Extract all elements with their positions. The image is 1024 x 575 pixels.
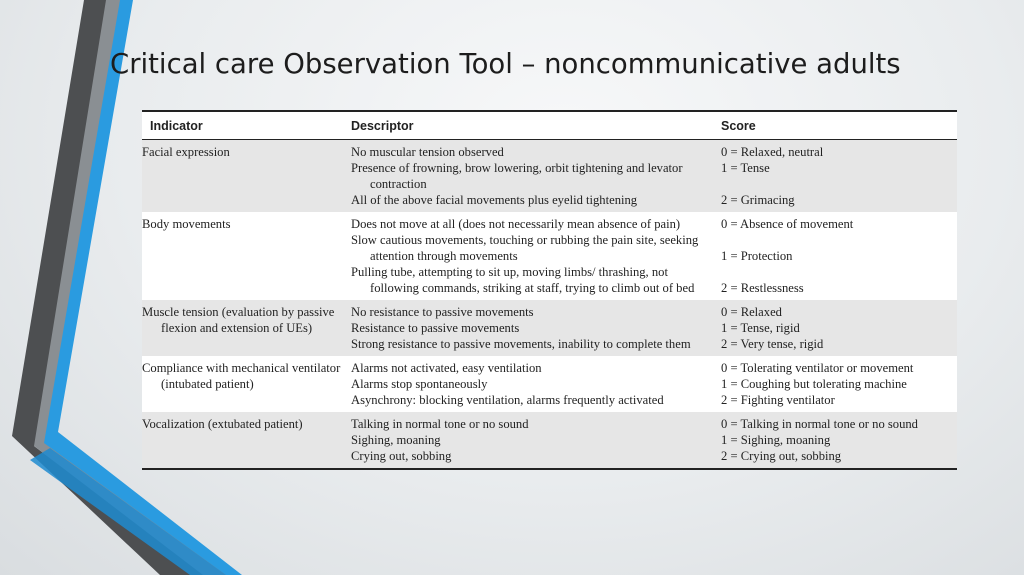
score-line: 0 = Absence of movement [721,217,854,231]
indicator-cell: Body movements [142,217,231,231]
descriptor-line: Slow cautious movements, touching or rubbing the pain site, seeking attention through movements [351,233,699,263]
score-line: 2 = Very tense, rigid [721,337,824,351]
descriptor-line: Alarms not activated, easy ventilation [351,361,542,375]
descriptor-line: Does not move at all (does not necessarily mean absence of pain) [351,217,681,231]
descriptor-cell [343,356,713,412]
score-line: 2 = Crying out, sobbing [721,449,842,463]
score-spacer [721,264,957,280]
observation-table [142,110,957,470]
descriptor-cell [343,140,713,212]
descriptor-line: Asynchrony: blocking ventilation, alarms frequently activated [351,393,664,407]
slide-title: Critical care Observation Tool – noncommunicative adults [110,48,901,80]
descriptor-line: Presence of frowning, brow lowering, orbit tightening and levator contraction [351,161,683,191]
score-cell [713,140,957,212]
score-line: 0 = Relaxed, neutral [721,145,824,159]
score-line: 2 = Grimacing [721,193,795,207]
descriptor-line: Resistance to passive movements [351,321,520,335]
descriptor-line: Crying out, sobbing [351,449,452,463]
score-line: 1 = Tense [721,161,770,175]
indicator-cell: Facial expression [142,145,230,159]
score-line: 0 = Tolerating ventilator or movement [721,361,914,375]
score-line: 1 = Sighing, moaning [721,433,831,447]
score-cell [713,300,957,356]
table-row [142,140,957,212]
indicator-cell: Compliance with mechanical ventilator (intubated patient) [142,361,341,391]
table-row [142,412,957,468]
table-header-row [142,112,957,140]
descriptor-line: No muscular tension observed [351,145,504,159]
header-score: Score [721,118,756,133]
score-line: 2 = Restlessness [721,281,804,295]
score-line: 1 = Protection [721,249,793,263]
descriptor-line: Alarms stop spontaneously [351,377,488,391]
descriptor-line: Talking in normal tone or no sound [351,417,529,431]
descriptor-line: Sighing, moaning [351,433,441,447]
descriptor-cell [343,300,713,356]
score-spacer [721,176,957,192]
score-cell [713,212,957,300]
descriptor-line: All of the above facial movements plus eyelid tightening [351,193,638,207]
header-descriptor: Descriptor [351,118,414,133]
table-row [142,212,957,300]
descriptor-cell [343,212,713,300]
score-line: 0 = Relaxed [721,305,782,319]
table-row [142,356,957,412]
indicator-cell: Vocalization (extubated patient) [142,417,303,431]
indicator-cell: Muscle tension (evaluation by passive flexion and extension of UEs) [142,305,335,335]
score-line: 1 = Coughing but tolerating machine [721,377,907,391]
descriptor-line: No resistance to passive movements [351,305,534,319]
descriptor-cell [343,412,713,468]
score-cell [713,356,957,412]
descriptor-line: Pulling tube, attempting to sit up, moving limbs/ thrashing, not following commands, striking at staff, trying to climb out of bed [351,265,695,295]
score-spacer [721,232,957,248]
score-cell [713,412,957,468]
descriptor-line: Strong resistance to passive movements, inability to complete them [351,337,691,351]
score-line: 1 = Tense, rigid [721,321,800,335]
header-indicator: Indicator [150,118,203,133]
table-row [142,300,957,356]
score-line: 2 = Fighting ventilator [721,393,835,407]
score-line: 0 = Talking in normal tone or no sound [721,417,918,431]
